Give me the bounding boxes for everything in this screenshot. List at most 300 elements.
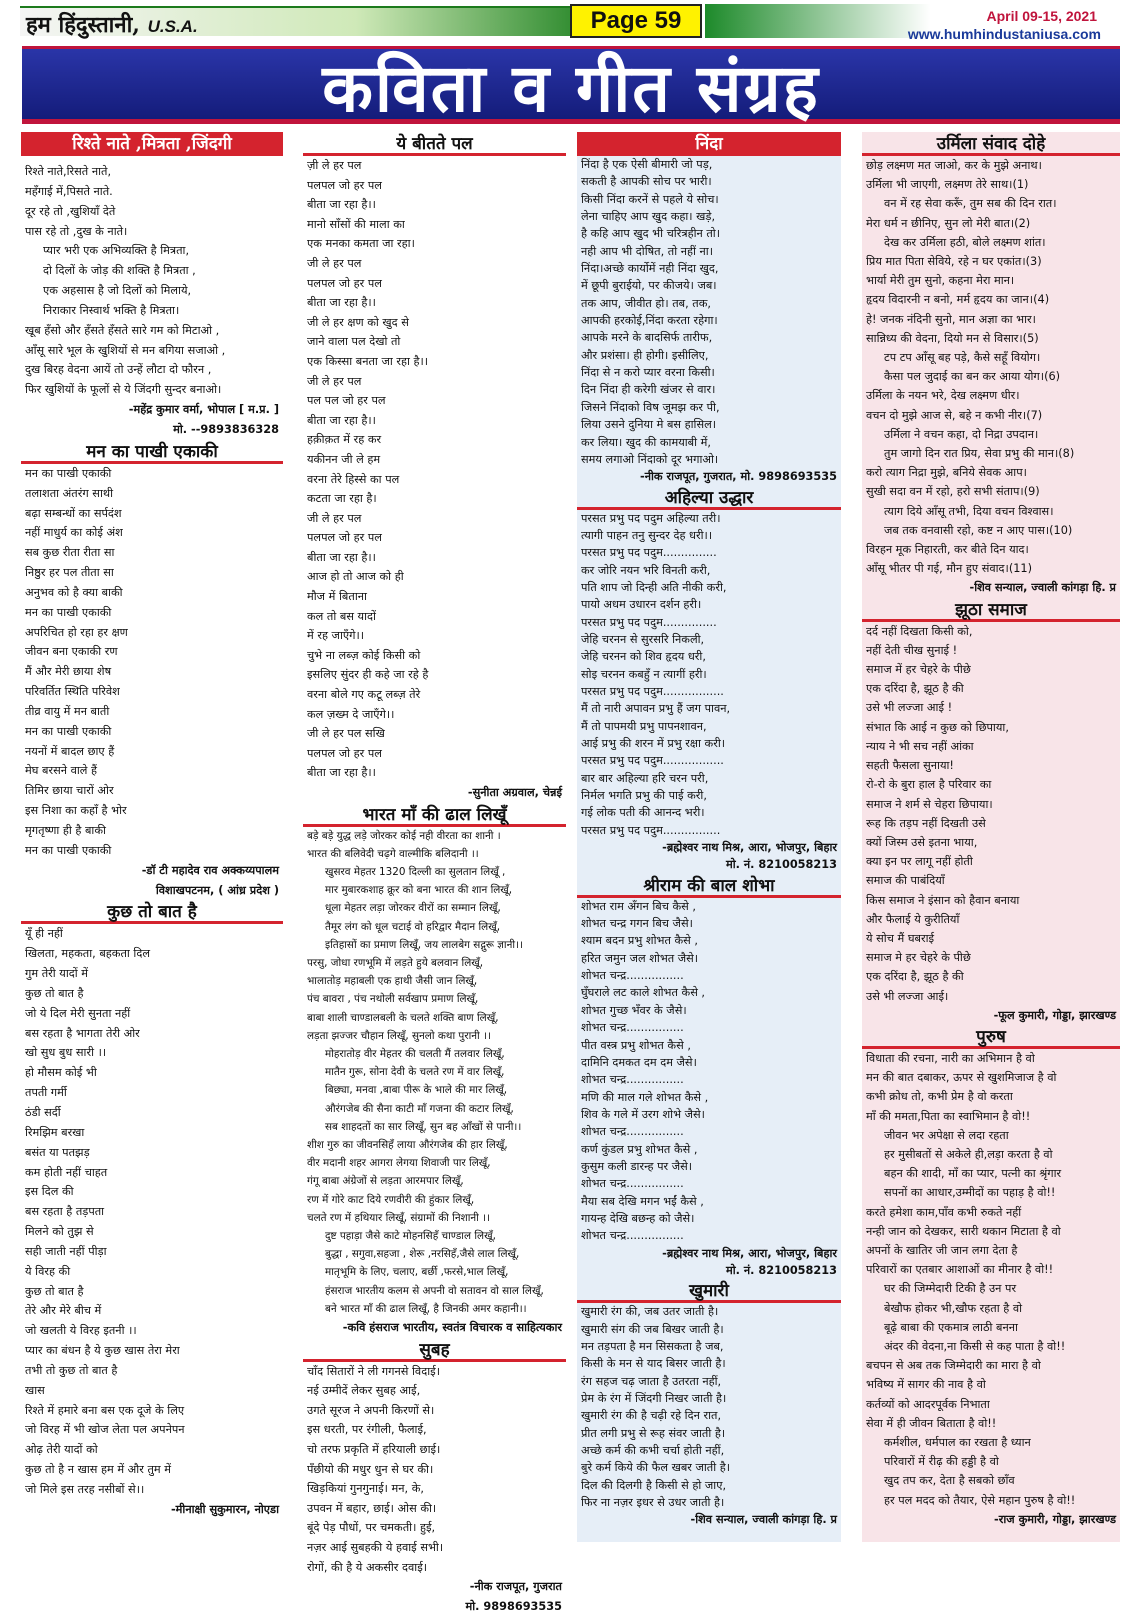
poem-line: आँसू सारे भूल के खुशियों से मन बगिया सजाओ ,: [25, 343, 226, 357]
poem-line: मैया सब देखि मगन भईं कैसे ,: [581, 1194, 704, 1208]
poem-line: चुभे ना लब्ज़ कोई किसी को: [307, 648, 421, 662]
poem-line: मैं और मेरी छाया शेष: [25, 665, 112, 679]
page-header: [0, 0, 1135, 42]
poem-line: खास: [25, 1383, 45, 1397]
poem-line: निंदा से न करो प्यार वरना किसी।: [581, 366, 715, 380]
poem-title: रिश्ते नाते ,मित्रता ,जिंदगी: [21, 132, 283, 156]
poem-line: और प्रशंसा। ही होगी। इसीलिए,: [581, 348, 709, 362]
poem-line: सपनों का आधार,उम्मीदों का पहाड़ है वो!!: [884, 1186, 1056, 1200]
poem-line: जिसने निंदाको विष जूमझ कर पी,: [581, 400, 720, 414]
poem-line: आपकी हरकोई,निंदा करता रहेगा।: [581, 314, 718, 328]
poem-line: टप टप आँसू बह पड़े, कैसे सहूँ वियोग।: [884, 351, 1041, 365]
poem-body: [862, 1049, 1120, 1510]
poem-line: किसी के मन से याद बिसर जाती है।: [581, 1357, 726, 1371]
poem-line: बीता जा रहा है।।: [307, 766, 376, 780]
poem-line: चाँद सितारों ने ली गगनसे विदाई।: [307, 1364, 440, 1378]
poem-line: घुँघराले लट काले शोभत कैसे ,: [581, 986, 706, 1000]
poem-line: सोइ चरनन कबहुँ न त्यागीं हरी।: [581, 667, 707, 681]
poem-body: [577, 898, 841, 1245]
poem-line: में रह जाएँगे।।: [307, 629, 365, 643]
poem-line: मातृभूमि के लिए, चलाए, बर्छी ,फरसे,भाल लिखूँ,: [325, 1266, 509, 1279]
poem-line: नयनों में बादल छाए हैं: [25, 744, 115, 758]
poem-line: आँसू भीतर पी गई, मौन हुए संवाद।(11): [866, 562, 1033, 576]
poem-author-place: विशाखपटनम, ( आंध्र प्रदेश ): [155, 883, 279, 897]
poem-line: क्यों जिस्म उसे इतना भाया,: [866, 835, 978, 849]
poem-line: दूर रहे तो ,खुशियाँ देते: [25, 204, 116, 218]
poem-line: संभात कि आई न कुछ को छिपाया,: [866, 720, 1009, 734]
poem-line: निंदा।अच्छे कार्योमें नही निंदा खुद,: [581, 262, 719, 276]
poem-line: श्याम बदन प्रभु शोभत कैसे ,: [581, 934, 698, 948]
poem-line: निंदा है एक ऐसी बीमारी जो पड़,: [581, 158, 713, 171]
poem-line: बसंत या पतझड़: [25, 1145, 90, 1159]
poem-title: झूठा समाज: [862, 598, 1120, 622]
poem-author: -शिव सन्याल, ज्वाली कांगड़ा हि. प्र: [969, 581, 1116, 595]
column-3: [577, 132, 841, 1542]
poem-line: त्यागी पाहन तनु सुन्दर देह धरी।।: [581, 528, 713, 542]
poem-line: मैं तो नारी अपावन प्रभु हैं जग पावन,: [581, 702, 731, 716]
poem-line: हर मुसीबतों से अकेले ही,लड़ा करता है वो: [884, 1147, 1053, 1161]
poem-line: कर्तव्यों को आदरपूर्वक निभाता: [866, 1397, 990, 1411]
poem-line: इस दिल की: [25, 1185, 74, 1199]
poem-line: पल पल जो हर पल: [307, 394, 386, 408]
poem-line: शोभत चन्द्र................: [581, 1177, 684, 1191]
poem-line: परसत प्रभु पद पदुम...............: [581, 546, 717, 560]
poem-line: पलपल जो हर पल: [307, 746, 382, 760]
poem-body: [303, 1362, 566, 1578]
poem-line: उगते सूरज ने अपनी किरणों से।: [307, 1403, 435, 1417]
poem-line: दामिनि दमकत दम दम जैसे।: [581, 1055, 697, 1069]
poem-line: फिर खुशियों के फूलों से ये जिंदगी सुन्दर बनाओ।: [25, 383, 222, 397]
poem-line: विरहन मूक निहारती, कर बीते दिन याद।: [866, 543, 1029, 557]
poem-line: सेवा में ही जीवन बिताता है वो!!: [866, 1416, 997, 1430]
poem-line: प्रिय मात पिता सेविये, रहे न घर एकांत।(3): [866, 255, 1042, 269]
poem-line: न्याय ने भी सच नहीं आंका: [866, 739, 974, 753]
page-number: Page 59: [570, 4, 702, 38]
poem-line: शोभत राम अँगन बिच कैसे ,: [581, 899, 696, 913]
poem-line: मौज में बिताना: [307, 590, 367, 604]
poem-line: कुसुम कली डारन्ह पर जैसे।: [581, 1159, 692, 1173]
poem-line: कर्मशील, धर्मपाल का रखता है ध्यान: [884, 1436, 1031, 1449]
poem-line: ओढ़ तेरी यादों को: [25, 1443, 98, 1457]
poem-line: प्यार भरी एक अभिव्यक्ति है मित्रता,: [43, 244, 190, 258]
poem-line: तलाशता अंतरंग साथी: [25, 486, 114, 500]
header-right: [705, 4, 1115, 42]
poem-line: तैमूर लंग को धूल चटाई वो हरिद्वार मैदान लिखूँ,: [325, 920, 501, 933]
poem-line: विधाता की रचना, नारी का अभिमान है वो: [866, 1051, 1035, 1065]
paper-title: हम हिंदुस्तानी,: [26, 12, 140, 38]
poem-line: बड़े बड़े युद्ध लड़े जोरकर कोई नही वीरता का शानी ।: [307, 829, 501, 842]
poem-line: कुछ तो बात है: [25, 1284, 84, 1298]
poem-line: शोभत चन्द्र................: [581, 1229, 684, 1243]
poem-line: जो ये दिल मेरी सुनता नहीं: [25, 1006, 131, 1020]
poem-author: -ब्रह्मेश्वर नाथ मिश्र, आरा, भोजपुर, बिहार: [662, 841, 837, 855]
poem-line: बाबा शाली चाण्डालबली के चलते शक्ति बाण लिखूँ,: [307, 1011, 499, 1024]
poem-author: -डॉ टी महादेव राव अक्कय्यपालम: [141, 863, 279, 877]
poem-line: जी ले हर पल: [307, 374, 362, 388]
poem-line: जो मिले इस तरह नसीबों से।।: [25, 1483, 145, 1496]
poem-line: आपके मरने के बादसिर्फ तारीफ,: [581, 331, 713, 345]
poem-line: कल तो बस यादों: [307, 609, 376, 623]
poem-line: वन में रह सेवा करूँ, तुम सब की दिन रात।: [884, 197, 1057, 211]
poem-line: पलपल जो हर पल: [307, 531, 382, 545]
poem-line: बेखौफ होकर भी,खौफ रहता है वो: [884, 1301, 1023, 1315]
poem-author: -मीनाक्षी सुकुमारन, नोएडा: [170, 1502, 279, 1516]
poem-line: हक़ीक़त में रह कर: [307, 433, 382, 447]
poem-line: बीता जा रहा है।।: [307, 550, 376, 564]
poem-line: खुद तप कर, देता है सबको छाँव: [884, 1474, 1015, 1488]
poem-author: -नीक राजपूत, गुजरात, मो. 9898693535: [640, 470, 837, 484]
poem-line: हर पल मदद को तैयार, ऐसे महान पुरुष है वो!!: [884, 1493, 1076, 1507]
poem-line: करो त्याग निद्रा मुझे, बनिये सेवक आप।: [866, 466, 1027, 480]
section-banner: [22, 46, 1120, 127]
poem-line: निर्मल भगति प्रभु की पाई करी,: [581, 789, 707, 803]
poem-line: शोभत गुच्छ भँवर के जैसे।: [581, 1003, 687, 1017]
poem-line: खुसरव मेहतर 1320 दिल्ली का सुलतान लिखूँ ,: [325, 866, 506, 878]
poem-line: मेघ बरसने वाले हैं: [25, 764, 98, 778]
poem-body: [21, 464, 283, 861]
poem-author: -कवि हंसराज भारतीय, स्वतंत्र विचारक व साहित्यकार: [342, 1321, 562, 1335]
poem-line: खो सुध बुध सारी ।।: [25, 1046, 107, 1060]
poem-line: जीवन बना एकाकी रण: [25, 645, 118, 659]
poem-line: बुद्धा , सगुवा,सहजा , शेरू ,नरसिहँ,जैसे लाल लिखूँ,: [325, 1248, 520, 1261]
poem-line: समय लगाओ निंदाको दूर भगाओ।: [581, 452, 719, 466]
poem-author: -ब्रह्मेश्वर नाथ मिश्र, आरा, भोजपुर, बिहार: [662, 1246, 837, 1260]
poem-line: दो दिलों के जोड़ की शक्ति है मित्रता ,: [43, 264, 196, 278]
poem-line: कम होती नहीं चाहत: [25, 1165, 108, 1179]
poem-line: बने भारत माँ की ढाल लिखूँ, है जिनकी अमर कहानी।।: [325, 1302, 527, 1315]
poem-line: जीवन भर अपेक्षा से लदा रहता: [884, 1128, 1009, 1142]
poem-line: मानो साँसों की माला का: [307, 217, 405, 231]
poem-line: मन का पाखी एकाकी: [25, 466, 112, 480]
poem-line: परसत प्रभु पद पदुम.................: [581, 754, 724, 768]
poem-line: अनुभव को है क्या बाकी: [25, 585, 123, 599]
poem-line: कल ज़ख्म दे जाएँगे।।: [307, 707, 395, 721]
poem-line: अपनों के खातिर जी जान लगा देता है: [866, 1243, 1018, 1257]
poem-line: छोड़ लक्ष्मण मत जाओ, कर के मुझे अनाथ।: [866, 159, 1042, 172]
column-1: [21, 132, 283, 1542]
poem-author-contact: मो. 9898693535: [465, 1599, 562, 1613]
poem-line: तेरे और मेरे बीच में: [25, 1304, 102, 1318]
poem-line: अच्छे कर्म की कभी चर्चा होती नहीं,: [581, 1444, 725, 1458]
poem-line: बूढ़े बाबा की एकमात्र लाठी बनना: [884, 1320, 1018, 1334]
poem-line: सब कुछ रीता रीता सा: [25, 546, 115, 560]
poem-line: में छूपी बुराईयो, पर कीजये। जब।: [581, 279, 717, 293]
poem-line: जो खलती ये विरह इतनी ।।: [25, 1324, 137, 1338]
poem-line: शीश गुरु का जीवनसिहँ लाया औरंगजेब की हार लिखूँ,: [307, 1139, 508, 1152]
poem-line: समाज की पाबंदियाँ: [866, 874, 945, 888]
poem-line: धूला मेहतर लड़ा जोरकर वीरों का सम्मान लिखूँ,: [325, 902, 501, 915]
poem-line: एक अहसास है जो दिलों को मिलाये,: [43, 284, 192, 298]
poem-line: दुख बिरह वेदना आयें तो उन्हें लौटा दो फौरन ,: [25, 363, 212, 377]
poem-line: सहती फैसला सुनाया!: [866, 759, 954, 773]
poem-line: खिलता, महकता, बहकता दिल: [25, 947, 151, 961]
poem-line: जी ले हर पल सखि: [307, 727, 385, 741]
poem-line: रिश्ते में हमारे बना बस एक दूजे के लिए: [25, 1403, 185, 1417]
poem-author: -फूल कुमारी, गोड्डा, झारखण्ड: [993, 1008, 1116, 1022]
poem-line: कर्ण कुंडल प्रभु शोभत कैसे ,: [581, 1142, 698, 1156]
poem-body: [303, 827, 566, 1318]
poem-line: नई उम्मीदें लेकर सुबह आई,: [307, 1384, 421, 1398]
poem-line: दिल की दिलगी है किसी से हो जाए,: [581, 1478, 727, 1492]
poem-line: मेरा धर्म न छीनिए, सुन लो मेरी बात।(2): [866, 216, 1031, 230]
poem-line: गायन्ह देखि बछन्ह को जैसे।: [581, 1211, 695, 1225]
poem-line: मन का पाखी एकाकी: [25, 605, 112, 619]
poem-line: परिवर्तित स्थिति परिवेश: [25, 685, 120, 699]
poem-line: खुमारी रंग की है चढ़ी रहे दिन रात,: [581, 1409, 722, 1423]
poem-line: दिन निंदा ही करेगी खंजर से वार।: [581, 383, 716, 397]
poem-line: नज़र आई सुबहकी ये हवाई सभी।: [307, 1541, 444, 1555]
poem-line: जब तक वनवासी रहो, कष्ट न आए पास।(10): [884, 523, 1073, 537]
poem-author-contact: मो. नं. 8210058213: [725, 858, 837, 872]
poem-title: उर्मिला संवाद दोहे: [862, 132, 1120, 156]
poem-line: परसत प्रभु पद पदुम...............: [581, 615, 717, 629]
poem-line: है कहि आप खुद भी चरित्रहीन तो।: [581, 227, 721, 241]
poem-line: पंच बावरा , पंच नथोली सर्वखाप प्रमाण लिखूँ,: [307, 993, 479, 1006]
poem-line: सुखी सदा वन में रहो, हरो सभी संताप।(9): [866, 485, 1040, 499]
paper-subtitle: U.S.A.: [147, 17, 198, 36]
poem-line: माँ की ममता,पिता का स्वाभिमान है वो!!: [866, 1109, 1031, 1123]
poem-title: खुमारी: [577, 1279, 841, 1303]
poem-title: श्रीराम की बाल शोभा: [577, 874, 841, 898]
poem-line: गंगू बाबा अंग्रेजों से लड़ता आरमपार लिखूँ,: [307, 1175, 464, 1188]
poem-line: तीव्र वायु में मन बाती: [25, 704, 110, 718]
poem-line: प्यार का बंधन है ये कुछ खास तेरा मेरा: [25, 1344, 180, 1358]
poem-title: ये बीतते पल: [303, 132, 566, 156]
poem-line: बुरे कर्म किये की फैल खबर जाती है।: [581, 1461, 731, 1475]
poem-line: सकती है आपकी सोच पर भारी।: [581, 175, 712, 189]
poem-line: बढ़ा सम्बन्धों का सर्पदंश: [25, 506, 122, 520]
poem-line: बचपन से अब तक जिम्मेदारी का मारा है वो: [866, 1359, 1041, 1373]
poem-author: -नीक राजपूत, गुजरात: [469, 1580, 562, 1594]
poem-author: -शिव सन्याल, ज्वाली कांगड़ा हि. प्र: [690, 1513, 837, 1527]
poem-line: इस धरती, पर रंगीली, फैलाई,: [307, 1423, 427, 1437]
poem-line: निराकार निस्वार्थ भक्ति है मित्रता।: [43, 303, 180, 317]
poem-line: चो तरफ प्रकृति में हरियाली छाई।: [307, 1443, 441, 1457]
poem-line: नहीं माधुर्य का कोई अंश: [25, 526, 123, 540]
poem-line: रोगों, की है ये अकसीर दवाई।: [307, 1560, 428, 1574]
poem-line: सान्निध्य की वेदना, दियो मन से विसार।(5): [866, 331, 1039, 345]
poem-line: किस समाज ने इंसान को हैवान बनाया: [866, 893, 1020, 907]
poem-line: परसत प्रभु पद पदुम.................: [581, 684, 724, 698]
poem-line: पति शाप जो दिन्ही अति नीकी करी,: [581, 580, 727, 594]
poem-line: मृगतृष्णा ही है बाकी: [25, 824, 106, 837]
poem-line: जो विरह में भी खोज लेता पल अपनेपन: [25, 1423, 185, 1437]
poem-line: परसत प्रभु पद पदुम................: [581, 823, 721, 837]
poem-line: हो मौसम कोई भी: [25, 1066, 97, 1080]
poem-line: भारत की बलिवेदी चढ़गे वाल्मीकि बलिदानी ।।: [307, 847, 479, 860]
poem-line: खुमारी संग की जब बिखर जाती है।: [581, 1322, 724, 1336]
poem-line: वीर मदानी शहर आगरा लेगया शिवाजी पार लिखूँ,: [307, 1157, 491, 1170]
poem-line: बूंदे पेड़ पौधों, पर चमकती। हुई,: [307, 1521, 436, 1535]
poem-line: तिमिर छाया चारों ओर: [25, 784, 114, 798]
poem-line: शिव के गले में उरग शोभे जैसे।: [581, 1107, 705, 1121]
poem-line: मिलने को तुझ से: [25, 1225, 94, 1239]
poem-line: औरंगजेब की सैना काटी माँ गजना की कटार लिखूँ,: [325, 1102, 514, 1115]
poem-line: हृदय विदारनी न बनो, मर्म हृदय का जान।(4): [866, 293, 1050, 307]
poem-line: रण में गोरे काट दिये रणवीरी की हुंकार लिखूँ,: [307, 1193, 475, 1206]
poem-line: क्या इन पर लागू नहीं होती: [866, 855, 973, 869]
poem-line: मार मुबारकशाह क्रूर को बना भारत की शान लिखूँ,: [325, 884, 513, 897]
poem-line: पलपल जो हर पल: [307, 178, 382, 192]
poem-line: उर्मिला ने वचन कहा, दो निद्रा उपदान।: [884, 427, 1039, 441]
poem-line: कुछ तो है न खास हम में और तुम में: [25, 1463, 171, 1477]
poem-line: कभी क्रोध तो, कभी प्रेम है वो करता: [866, 1090, 1013, 1104]
poem-line: लड़ता झज्जर चौहान लिखूँ, सुनलो कथा पुरानी ।।: [307, 1029, 491, 1042]
poem-line: ये सोच मैं घबराई: [866, 931, 935, 945]
poem-line: वरना बोले गए कटू लब्ज़ तेरे: [307, 688, 421, 702]
poem-line: वरना तेरे हिस्से का पल: [307, 472, 400, 486]
poem-line: पास रहे तो ,दुख के नाते।: [25, 224, 128, 238]
poem-line: सही जाती नहीं पीड़ा: [25, 1244, 107, 1258]
poem-line: मोहरातोड़ वीर मेहतर की चलती मैं तलवार लिखूँ,: [325, 1048, 505, 1061]
poem-line: एक मनका कमता जा रहा।: [307, 237, 415, 251]
poem-line: खूब हँसो और हँसते हँसते सारे गम को मिटाओ ,: [25, 323, 220, 337]
poem-line: पायो अधम उधारन दर्शन हरी।: [581, 598, 702, 612]
poem-line: फिर ना नज़र इधर से उधर जाती है।: [581, 1496, 725, 1510]
website-link[interactable]: www.humhindustaniusa.com: [907, 26, 1101, 42]
poem-author-contact: मो. नं. 8210058213: [725, 1263, 837, 1277]
poem-line: भालातोड़ महाबली एक हाथी जैसी जान लिखूँ,: [307, 975, 478, 988]
masthead: [20, 6, 580, 36]
poem-line: परिवारों में रीढ़ की हड्डी है वो: [884, 1455, 999, 1469]
poem-line: कैसा पल जुदाई का बन कर आया योग।(6): [884, 370, 1061, 384]
poem-body: [577, 156, 841, 468]
poem-line: बीता जा रहा है।।: [307, 296, 376, 310]
poem-line: वचन दो मुझे आज से, बहे न कभी नीर।(7): [866, 408, 1043, 422]
poem-line: शोभत चन्द्र................: [581, 1073, 684, 1087]
poem-body: [862, 622, 1120, 1006]
poem-line: गुम तेरी यादों में: [25, 967, 89, 981]
poem-line: एक दरिंदा है, झूठ है की: [866, 682, 964, 696]
poem-line: इस निशा का कहाँ है भोर: [25, 804, 127, 818]
poem-line: बीता जा रहा है।।: [307, 198, 376, 212]
poem-line: रूह कि तड़प नहीं दिखती उसे: [866, 816, 986, 830]
poem-line: बार बार अहिल्या हरि चरन परी,: [581, 771, 709, 785]
poem-title: पुरुष: [862, 1025, 1120, 1049]
poem-line: उपवन में बहार, छाई। ओस की।: [307, 1501, 437, 1515]
column-4: [862, 132, 1120, 1542]
poem-line: प्रेम के रंग में जिंदगी निखर जाती है।: [581, 1392, 727, 1406]
poem-line: बस रहता है तड़पता: [25, 1205, 105, 1219]
poem-line: तपती गर्मी: [25, 1086, 67, 1100]
poem-line: यकीनन जी ले हम: [307, 452, 381, 466]
poem-line: समाज ने शर्म से चेहरा छिपाया।: [866, 797, 993, 811]
poem-line: लिया उसने दुनिया मे बस हासिल।: [581, 418, 717, 432]
poem-line: लेना चाहिए आप खुद कहा। खड़े,: [581, 210, 716, 224]
poem-line: रंग सहज चढ़ जाता है उतरता नहीं,: [581, 1374, 722, 1388]
poem-line: ज़ी ले हर पल: [307, 159, 362, 172]
poem-line: तभी तो कुछ तो बात है: [25, 1363, 118, 1377]
poem-line: यूँ ही नहीं: [25, 927, 63, 941]
column-2: [303, 132, 566, 1613]
poem-line: हे! जनक नंदिनी सुनो, मान अज्ञा का भार।: [866, 312, 1036, 326]
issue-date: April 09-15, 2021: [986, 8, 1097, 24]
poem-line: दुष्ट पहाड़ा जैसे काटे मोहनसिहँ चाण्डाल लिखूँ,: [325, 1230, 496, 1243]
poem-line: अंदर की वेदना,ना किसी से कह पाता है वो!!: [884, 1339, 1066, 1353]
poem-line: जी ले हर क्षण को खुद से: [307, 315, 409, 329]
poem-line: ठंडी सर्दी: [25, 1105, 61, 1119]
poem-line: आज हो तो आज को ही: [307, 570, 404, 584]
poem-title: मन का पाखी एकाकी: [21, 440, 283, 464]
poem-line: मन की बात दबाकर, ऊपर से खुशमिजाज है वो: [866, 1071, 1057, 1085]
poem-line: परसु, जोधा रणभूमि में लड़ते हुये बलवान लिखूँ,: [307, 957, 484, 970]
poem-line: प्रीत लगी प्रभु से रूह संवर जाती है।: [581, 1426, 726, 1440]
poem-line: हरित जमुन जल शोभत जैसे।: [581, 951, 699, 965]
poem-line: बहन की शादी, माँ का प्यार, पत्नी का श्रृंगार: [884, 1167, 1062, 1181]
poem-title: भारत माँ की ढाल लिखूँ: [303, 803, 566, 827]
poem-line: ये विरह की: [25, 1264, 71, 1278]
poem-line: जाने वाला पल देखो तो: [307, 335, 401, 349]
poem-line: जेहि चरनन से सुरसरि निकली,: [581, 632, 705, 646]
poem-body: [21, 924, 283, 1499]
poem-body: [21, 162, 283, 400]
poem-line: शोभत चन्द्र................: [581, 1021, 684, 1035]
poem-line: त्याग दिये आँसू तभी, दिया वचन विश्वास।: [884, 504, 1054, 518]
poem-line: मन तड़पता है मन सिसकता है जब,: [581, 1340, 724, 1353]
poem-line: तक आप, जीवीत हो। तब, तक,: [581, 296, 711, 310]
poem-line: तुम जागो दिन रात प्रिय, सेवा प्रभु की मान।(8): [884, 447, 1075, 461]
poem-line: मणि की माल गले शोभत कैसे ,: [581, 1090, 709, 1104]
poem-line: दर्द नहीं दिखता किसी को,: [866, 624, 973, 638]
poem-author: -सुनीता अग्रवाल, चेन्नई: [467, 786, 562, 799]
poem-line: उसे भी लज्जा आई।: [866, 989, 949, 1003]
poem-line: नही आप भी दोषित, तो नहीं ना।: [581, 244, 714, 258]
poem-line: जी ले हर पल: [307, 256, 362, 270]
poem-line: पीत वस्त्र प्रभु शोभत कैसे ,: [581, 1038, 691, 1052]
poem-line: बीता जा रहा है।।: [307, 413, 376, 427]
poem-line: घर की जिम्मेदारी टिकी है उन पर: [884, 1282, 1017, 1296]
poem-author: -महेंद्र कुमार वर्मा, भोपाल [ म.प्र. ]: [128, 403, 279, 417]
poem-line: उर्मिला के नयन भरे, देख लक्ष्मण धीर।: [866, 389, 1020, 403]
poem-line: शोभत चन्द्र................: [581, 1125, 684, 1139]
poem-line: भविष्य में सागर की नाव है वो: [866, 1378, 986, 1392]
poem-line: कर जोरि नयन भरि विनती करी,: [581, 563, 711, 577]
poem-line: शोभत चन्द्र गगन बिच जैसे।: [581, 917, 693, 931]
poem-line: मन का पाखी एकाकी: [25, 843, 112, 857]
poem-line: कटता जा रहा है।: [307, 492, 377, 506]
poem-line: अपरिचित हो रहा हर क्षण: [25, 625, 128, 639]
poem-line: समाज मे हर चेहरे के पीछे: [866, 951, 971, 965]
poem-line: बिछ्या, मनवा ,बाबा पीरू के भाले की मार लिखूँ,: [325, 1084, 508, 1097]
poem-line: रो-रो के बुरा हाल है परिवार का: [866, 778, 992, 792]
poem-line: इसलिए सुंदर ही कहे जा रहे है: [307, 668, 429, 682]
poem-line: रिश्ते नाते,रिसते नाते,: [25, 165, 112, 178]
poem-body: [303, 156, 566, 783]
poem-line: समाज में हर चेहरे के पीछे: [866, 663, 971, 677]
poem-title: निंदा: [577, 132, 841, 156]
poem-line: गई लोक पती की आनन्द भरी।: [581, 806, 705, 820]
poem-line: कुछ तो बात है: [25, 986, 84, 1000]
poem-line: रिमझिम बरखा: [25, 1125, 85, 1139]
poem-line: सब शाहदतों का सार लिखूँ, सुन बह आँखों से पानी।।: [325, 1120, 522, 1133]
poem-line: पलपल जो हर पल: [307, 276, 382, 290]
poem-line: आई प्रभु की शरन में प्रभु रक्षा करी।: [581, 737, 726, 750]
poem-body: [862, 156, 1120, 578]
poem-title: अहिल्या उद्धार: [577, 486, 841, 510]
poem-line: उसे भी लज्जा आई !: [866, 701, 953, 715]
poem-line: निष्ठुर हर पल तीता सा: [25, 566, 114, 580]
poem-line: और फैलाई ये कुरीतियाँ: [866, 912, 960, 926]
poem-line: परसत प्रभु पद पदुम अहिल्या तरी।: [581, 511, 721, 525]
poem-author-contact: मो. --9893836328: [173, 422, 279, 436]
poem-line: चलते रण में हथियार लिखूँ, संग्रामों की निशानी ।।: [307, 1211, 491, 1224]
poem-line: नन्ही जान को देखकर, सारी थकान मिटाता है वो: [866, 1224, 1061, 1238]
poem-line: जेहि चरनन को शिव हृदय धरी,: [581, 650, 706, 664]
poem-line: हंसराज भारतीय कलम से अपनी वो सतावन वो साल लिखूँ,: [325, 1284, 544, 1297]
poem-line: परिवारों का एतबार आशाओं का मीनार है वो!!: [866, 1263, 1054, 1277]
poem-line: मन का पाखी एकाकी: [25, 724, 112, 738]
poem-line: देख कर उर्मिला हठी, बोले लक्ष्मण शांत।: [884, 235, 1046, 249]
